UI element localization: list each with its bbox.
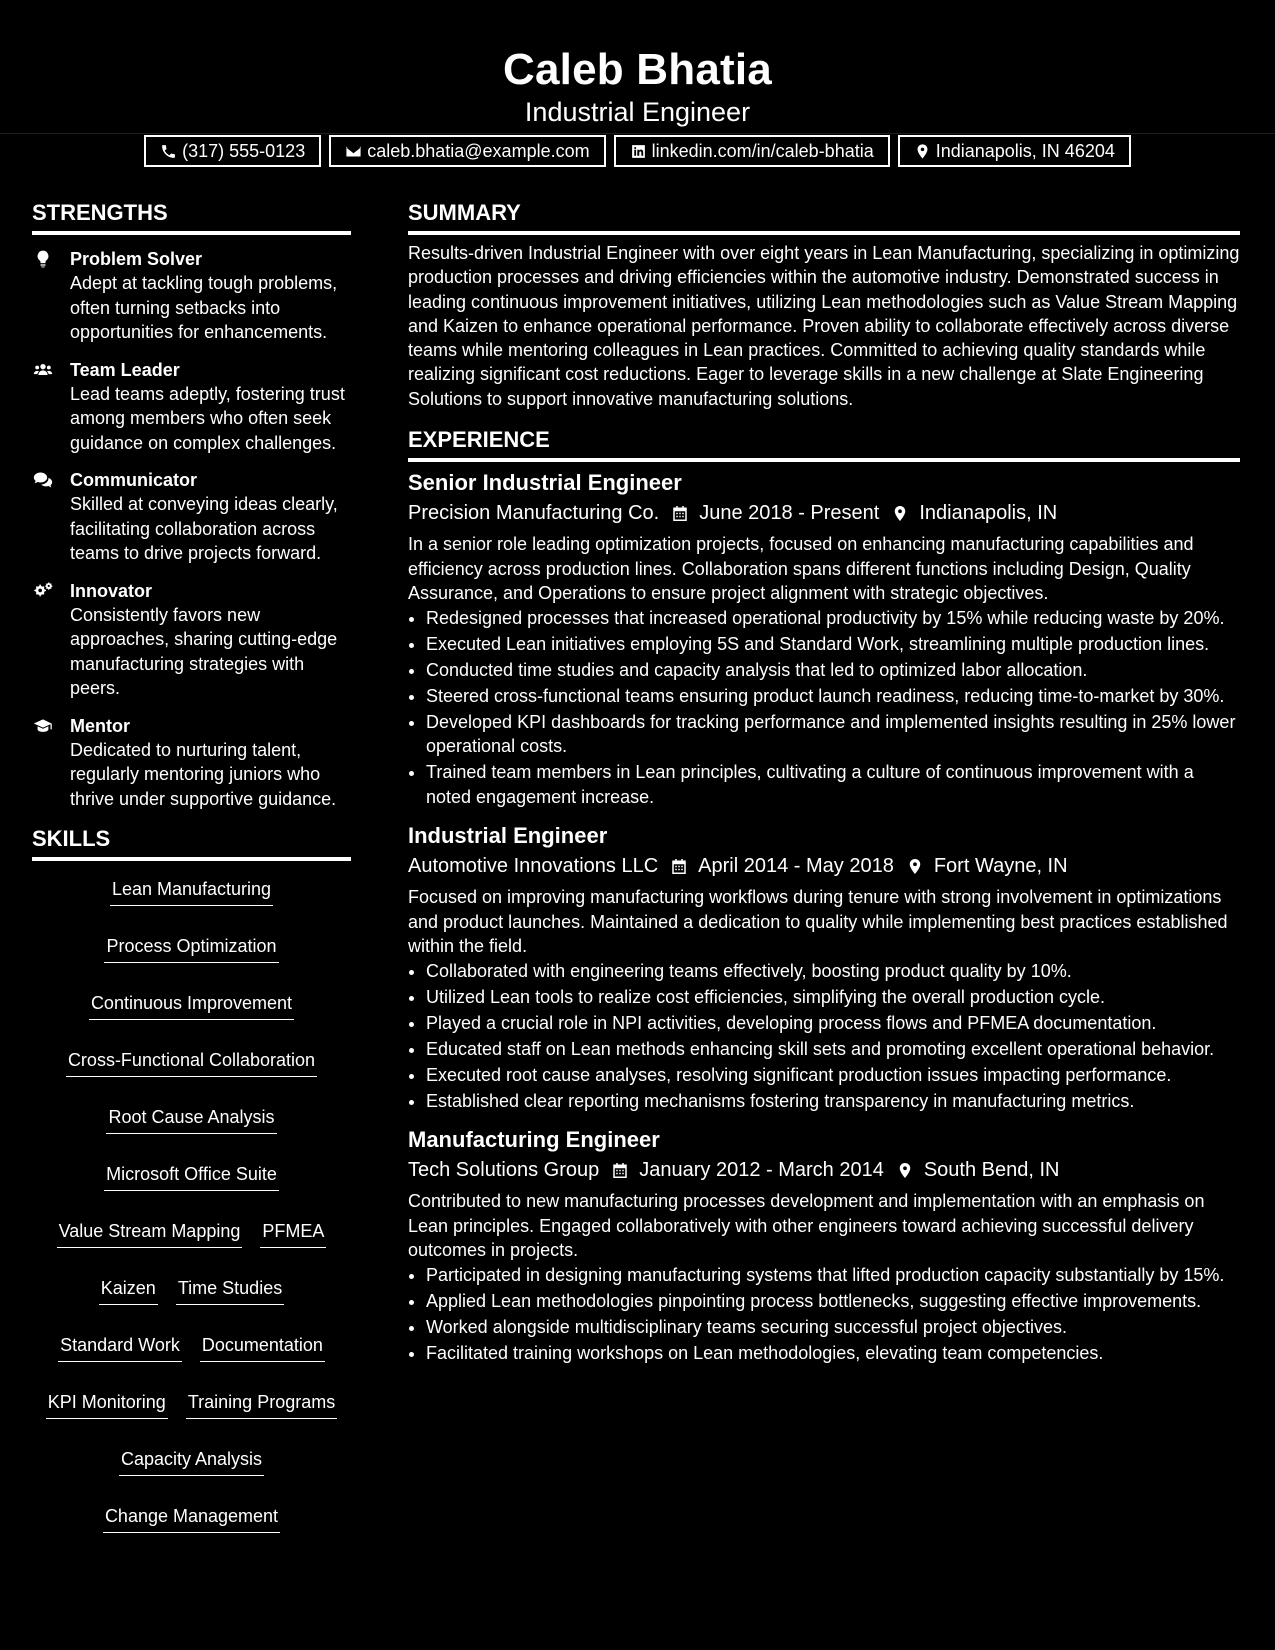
job-meta [408,1155,1240,1185]
skill-tag: Kaizen [99,1276,158,1305]
job-bullets [408,606,1240,810]
skill-tag: Capacity Analysis [119,1447,264,1476]
skill-tag: Continuous Improvement [89,991,294,1020]
skills-heading: SKILLS [32,824,351,861]
job-entry [408,1125,1240,1365]
bullet-item: • Worked alongside multidisciplinary teams securing successful project objectives. [426,1315,1240,1340]
job-entry [408,468,1240,809]
job-description: Contributed to new manufacturing processes development and implementation with an emphasis on Lean principles. Engaged collaboratively with other engineers toward achieving successful delivery outcomes in projects. [408,1191,1205,1261]
skill-tag: Microsoft Office Suite [104,1162,279,1191]
location-text: Indianapolis, IN 46204 [935,140,1115,161]
phone-icon [160,143,177,160]
job-title: Industrial Engineer [408,823,608,849]
strength-title: Team Leader [70,359,180,380]
skill-tag: KPI Monitoring [46,1390,168,1419]
job-company: Automotive Innovations LLC [408,855,659,878]
strength-item [32,714,351,812]
comments-icon [32,470,54,490]
contact-phone[interactable] [144,135,321,167]
bullet-item: • Participated in designing manufacturing systems that lifted production capacity substantially by 15%. [426,1263,1240,1288]
strength-desc: Consistently favors new approaches, sharing cutting-edge manufacturing strategies with peers. [70,604,338,698]
lightbulb-icon [32,249,54,269]
contact-bar [0,135,1275,167]
bullet-item: • Trained team members in Lean principles, cultivating a culture of continuous improvement with a noted engagement increase. [426,760,1240,809]
skill-tag: Root Cause Analysis [106,1105,276,1134]
job-meta [408,851,1240,881]
bullet-item: • Facilitated training workshops on Lean methodologies, elevating team competencies. [426,1341,1240,1366]
bullet-item: • Applied Lean methodologies pinpointing process bottlenecks, suggesting effective improvements. [426,1289,1240,1314]
strength-title: Problem Solver [70,249,203,269]
job-description: Focused on improving manufacturing workflows during tenure with strong involvement in optimizations and product launches. Maintained a dedication to quality while implementing best practices established within the field. [408,887,1228,957]
map-marker-icon [906,857,924,876]
skill-tag: Value Stream Mapping [57,1219,243,1248]
graduation-cap-icon [32,716,54,736]
strength-title: Mentor [70,715,130,736]
map-marker-icon [914,143,931,160]
job-title: Manufacturing Engineer [408,1127,660,1153]
bullet-item: • Developed KPI dashboards for tracking performance and implemented insights resulting in 25% lower operational costs. [426,710,1240,759]
bullet-item: • Utilized Lean tools to realize cost efficiencies, simplifying the overall production cycle. [426,985,1240,1010]
job-meta [408,498,1240,528]
users-icon [32,360,54,380]
job-location: Fort Wayne, IN [933,855,1068,878]
strength-item [32,468,351,566]
strengths-list [32,247,351,811]
map-marker-icon [891,504,909,523]
strength-desc: Dedicated to nurturing talent, regularly mentoring juniors who thrive under supportive guidance. [70,739,337,809]
email-text: caleb.bhatia@example.com [367,140,590,161]
bullet-item: • Collaborated with engineering teams effectively, boosting product quality by 10%. [426,959,1240,984]
job-description: In a senior role leading optimization projects, focused on enhancing manufacturing capabilities and efficiency across production lines. Collaboration spans different functions including Design, Quality Assurance, and Operations to ensure project alignment with strategic objectives. [408,534,1194,604]
candidate-name: Caleb Bhatia [503,45,772,94]
strength-title: Communicator [70,470,198,490]
left-column [32,198,351,1533]
resume-header [0,0,1275,161]
contact-location [898,135,1131,167]
skill-tag: Time Studies [176,1276,284,1305]
bullet-item: • Executed Lean initiatives employing 5S and Standard Work, streamlining multiple production lines. [426,632,1240,657]
skill-tag: Standard Work [58,1333,182,1362]
skill-tag: PFMEA [260,1219,326,1248]
strength-desc: Lead teams adeptly, fostering trust among members who often seek guidance on complex challenges. [70,383,345,453]
job-location: South Bend, IN [923,1159,1060,1182]
skills-list [32,877,351,1533]
strength-item [32,247,351,345]
bullet-item: • Played a crucial role in NPI activities, developing process flows and PFMEA documentation. [426,1011,1240,1036]
job-dates: January 2012 - March 2014 [639,1159,884,1182]
strength-desc: Adept at tackling tough problems, often turning setbacks into opportunities for enhancements. [70,273,338,342]
job-bullets [408,959,1240,1114]
strength-item [32,358,351,456]
calendar-icon [670,857,688,876]
calendar-icon [671,504,689,523]
bullet-item: • Steered cross-functional teams ensuring product launch readiness, reducing time-to-market by 30%. [426,684,1240,709]
cogs-icon [32,581,54,601]
phone-text: (317) 555-0123 [182,140,306,161]
bullet-item: • Educated staff on Lean methods enhancing skill sets and promoting excellent operational behavior. [426,1037,1240,1062]
job-title: Senior Industrial Engineer [408,470,682,496]
job-company: Tech Solutions Group [408,1159,600,1182]
job-dates: April 2014 - May 2018 [698,855,894,878]
contact-linkedin[interactable] [614,135,890,167]
summary-text: Results-driven Industrial Engineer with over eight years in Lean Manufacturing, specializing in optimizing production processes and driving efficiencies within the automotive industry. Demonstrated success in leading continuous improvement initiatives, utilizing Lean methodologies such as Value Stream Mapping and Kaizen to enhance operational performance. Proven ability to collaborate effectively across diverse teams while mentoring colleagues in Lean practices. Committed to achieving quality standards while realizing significant cost reductions. Eager to leverage skills in a new challenge at Slate Engineering Solutions to support innovative manufacturing solutions. [408,243,1240,409]
bullet-item: • Conducted time studies and capacity analysis that led to optimized labor allocation. [426,658,1240,683]
contact-email[interactable] [329,135,605,167]
strength-title: Innovator [70,580,153,601]
skill-tag: Cross-Functional Collaboration [66,1048,317,1077]
job-location: Indianapolis, IN [919,502,1058,525]
strength-desc: Skilled at conveying ideas clearly, facilitating collaboration across teams to drive projects forward. [70,494,338,563]
strengths-heading: STRENGTHS [32,198,351,235]
bullet-item: • Established clear reporting mechanisms fostering transparency in manufacturing metrics. [426,1089,1240,1114]
experience-heading: EXPERIENCE [408,425,1240,462]
skill-tag: Lean Manufacturing [110,877,273,906]
right-column [408,198,1240,1367]
job-dates: June 2018 - Present [699,502,880,525]
job-company: Precision Manufacturing Co. [408,502,660,525]
calendar-icon [611,1161,629,1180]
skill-tag: Change Management [103,1504,280,1533]
linkedin-icon [630,143,647,160]
skill-tag: Training Programs [186,1390,337,1419]
job-bullets [408,1263,1240,1366]
map-marker-icon [896,1161,914,1180]
bullet-item: • Executed root cause analyses, resolving significant production issues impacting performance. [426,1063,1240,1088]
bullet-item: • Redesigned processes that increased operational productivity by 15% while reducing waste by 20%. [426,606,1240,631]
strength-item [32,579,351,701]
skill-tag: Process Optimization [104,934,278,963]
job-entry [408,821,1240,1113]
linkedin-text: linkedin.com/in/caleb-bhatia [651,140,874,161]
candidate-title: Industrial Engineer [524,97,751,127]
envelope-icon [345,143,362,160]
summary-heading: SUMMARY [408,198,1240,235]
skill-tag: Documentation [200,1333,325,1362]
